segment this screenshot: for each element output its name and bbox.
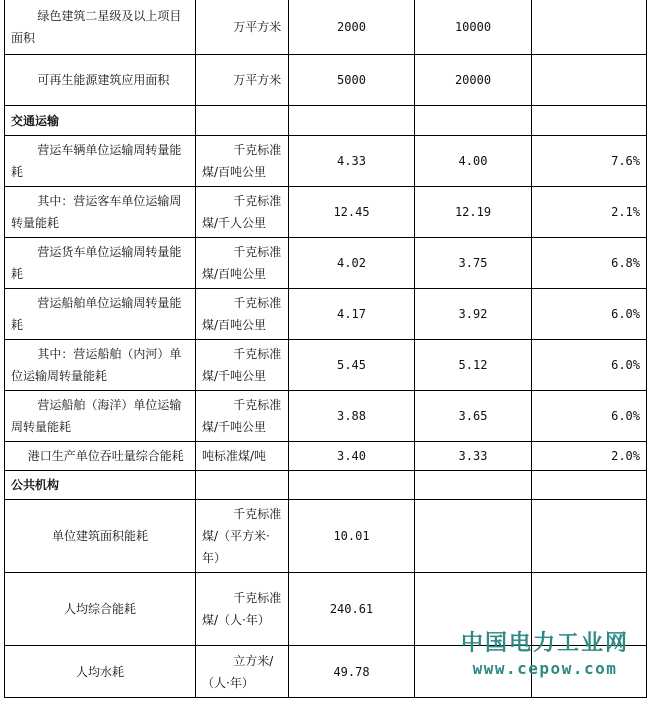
unit-cell: 千克标准煤/百吨公里 — [196, 136, 289, 187]
indicator-cell: 营运车辆单位运输周转量能耗 — [5, 136, 196, 187]
rate-cell: 2.0% — [532, 442, 647, 471]
section-title: 交通运输 — [5, 106, 196, 136]
value-cell: 10.01 — [289, 500, 415, 573]
table-row — [5, 442, 647, 471]
section-title: 公共机构 — [5, 471, 196, 500]
table-row — [5, 55, 647, 106]
section-row — [5, 471, 647, 500]
value-cell: 3.88 — [289, 391, 415, 442]
value-cell: 12.19 — [415, 187, 532, 238]
unit-cell: 千克标准煤/（人·年） — [196, 573, 289, 646]
indicator-cell: 绿色建筑二星级及以上项目面积 — [5, 0, 196, 55]
unit-cell: 万平方米 — [196, 0, 289, 55]
value-cell: 5000 — [289, 55, 415, 106]
indicator-cell: 港口生产单位吞吐量综合能耗 — [5, 442, 196, 471]
value-cell: 2000 — [289, 0, 415, 55]
rate-cell: 6.0% — [532, 391, 647, 442]
value-cell: 4.02 — [289, 238, 415, 289]
empty-cell — [289, 471, 415, 500]
unit-cell: 千克标准煤/百吨公里 — [196, 289, 289, 340]
indicator-cell: 人均综合能耗 — [5, 573, 196, 646]
table-row — [5, 646, 647, 698]
indicator-cell: 可再生能源建筑应用面积 — [5, 55, 196, 106]
rate-cell: 7.6% — [532, 136, 647, 187]
table-row — [5, 289, 647, 340]
empty-cell — [415, 106, 532, 136]
rate-cell — [532, 646, 647, 698]
unit-cell: 千克标准煤/千人公里 — [196, 187, 289, 238]
value-cell: 5.45 — [289, 340, 415, 391]
unit-cell: 千克标准煤/千吨公里 — [196, 391, 289, 442]
unit-cell: 立方米/（人·年） — [196, 646, 289, 698]
watermark-title: 中国电力工业网 — [460, 631, 629, 656]
value-cell: 3.92 — [415, 289, 532, 340]
value-cell: 4.17 — [289, 289, 415, 340]
rate-cell — [532, 500, 647, 573]
table-row — [5, 238, 647, 289]
rate-cell — [532, 0, 647, 55]
rate-cell: 2.1% — [532, 187, 647, 238]
value-cell: 3.40 — [289, 442, 415, 471]
rate-cell: 6.0% — [532, 340, 647, 391]
indicator-cell: 其中：营运客车单位运输周转量能耗 — [5, 187, 196, 238]
table-row — [5, 340, 647, 391]
empty-cell — [532, 106, 647, 136]
table-row — [5, 391, 647, 442]
rate-cell — [532, 55, 647, 106]
value-cell: 4.33 — [289, 136, 415, 187]
table-row — [5, 136, 647, 187]
value-cell: 4.00 — [415, 136, 532, 187]
indicator-cell: 人均水耗 — [5, 646, 196, 698]
empty-cell — [415, 471, 532, 500]
indicator-cell: 营运船舶（海洋）单位运输周转量能耗 — [5, 391, 196, 442]
section-row — [5, 106, 647, 136]
table-row — [5, 187, 647, 238]
value-cell: 10000 — [415, 0, 532, 55]
empty-cell — [289, 106, 415, 136]
value-cell — [415, 500, 532, 573]
unit-cell: 千克标准煤/千吨公里 — [196, 340, 289, 391]
value-cell: 3.33 — [415, 442, 532, 471]
unit-cell: 千克标准煤/（平方米·年） — [196, 500, 289, 573]
rate-cell: 6.8% — [532, 238, 647, 289]
indicator-cell: 其中：营运船舶（内河）单位运输周转量能耗 — [5, 340, 196, 391]
energy-indicator-table — [4, 0, 647, 698]
empty-cell — [196, 106, 289, 136]
unit-cell: 吨标准煤/吨 — [196, 442, 289, 471]
rate-cell: 6.0% — [532, 289, 647, 340]
indicator-cell: 单位建筑面积能耗 — [5, 500, 196, 573]
value-cell — [415, 573, 532, 646]
value-cell: 240.61 — [289, 573, 415, 646]
value-cell: 49.78 — [289, 646, 415, 698]
watermark-url: www.cepow.com — [472, 659, 618, 678]
value-cell: 3.65 — [415, 391, 532, 442]
value-cell: 5.12 — [415, 340, 532, 391]
indicator-cell: 营运货车单位运输周转量能耗 — [5, 238, 196, 289]
value-cell: 3.75 — [415, 238, 532, 289]
unit-cell: 千克标准煤/百吨公里 — [196, 238, 289, 289]
table-row — [5, 573, 647, 646]
empty-cell — [532, 471, 647, 500]
unit-cell: 万平方米 — [196, 55, 289, 106]
value-cell: 20000 — [415, 55, 532, 106]
value-cell: 12.45 — [289, 187, 415, 238]
table-row — [5, 500, 647, 573]
table-row — [5, 0, 647, 55]
indicator-cell: 营运船舶单位运输周转量能耗 — [5, 289, 196, 340]
value-cell — [415, 646, 532, 698]
empty-cell — [196, 471, 289, 500]
rate-cell — [532, 573, 647, 646]
